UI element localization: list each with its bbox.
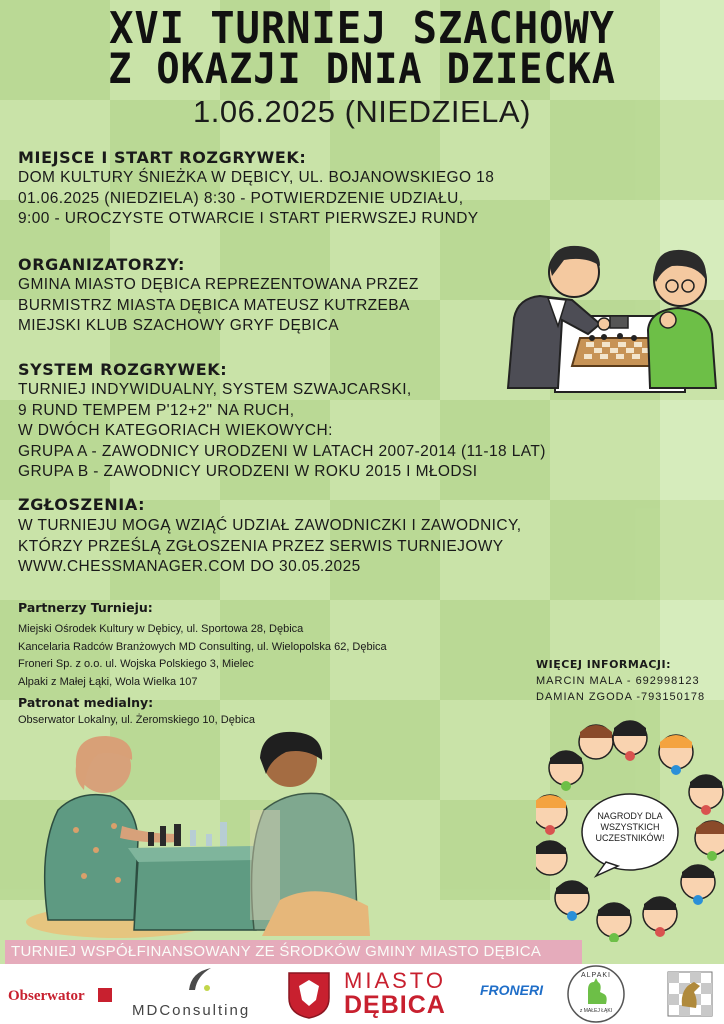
logo-alpaki-top: ALPAKI [581, 972, 611, 979]
organizatorzy-line: MIEJSKI KLUB SZACHOWY GRYF DĘBICA [18, 317, 339, 334]
organizatorzy-line: BURMISTRZ MIASTA DĘBICA MATEUSZ KUTRZEBA [18, 296, 410, 314]
section-organizatorzy-heading: ORGANIZATORZY: [18, 255, 185, 274]
logo-obserwator [8, 988, 85, 1005]
debica-crest-icon [286, 970, 332, 1020]
chess-players-illustration [500, 238, 722, 398]
partnerzy-heading: Partnerzy Turnieju: [18, 600, 153, 615]
event-date: 1.06.2025 (NIEDZIELA) [193, 94, 531, 129]
zgloszenia-line: KTÓRZY PRZEŚLĄ ZGŁOSZENIA PRZEZ SERWIS TURNIEJOWY [18, 537, 504, 555]
system-line: GRUPA A - ZAWODNICY URODZENI W LATACH 2007-2014 (11-18 LAT) [18, 442, 546, 460]
section-info [536, 658, 705, 705]
system-line: 9 RUND TEMPEM P'12+2" NA RUCH, [18, 401, 295, 419]
organizatorzy-line: GMINA MIASTO DĘBICA REPREZENTOWANA PRZEZ [18, 276, 419, 293]
logo-mdconsulting: MDConsulting [132, 1002, 251, 1019]
logo-alpaki-bottom: z MAŁEJ ŁĄKI [579, 1008, 613, 1014]
title-line-1: XVI TURNIEJ SZACHOWY [109, 3, 615, 54]
section-system-heading: SYSTEM ROZGRYWEK: [18, 360, 228, 379]
cofinancing-banner: TURNIEJ WSPÓŁFINANSOWANY ZE ŚRODKÓW GMINY MIASTO DĘBICA [5, 940, 582, 964]
footer-logos [0, 964, 724, 1024]
section-miejsce [18, 148, 494, 230]
prize-bubble-text [586, 811, 674, 844]
section-partnerzy [18, 600, 387, 730]
logo-miasto: MIASTO [344, 968, 446, 993]
section-miejsce-heading: MIEJSCE I START ROZGRYWEK: [18, 148, 307, 167]
zgloszenia-line: WWW.CHESSMANAGER.COM DO 30.05.2025 [18, 558, 361, 575]
info-line: DAMIAN ZGODA -793150178 [536, 691, 706, 703]
patronat-heading: Patronat medialny: [18, 695, 154, 710]
gryf-club-logo-icon [660, 966, 720, 1022]
title-line-2: Z OKAZJI DNIA DZIECKA [108, 44, 616, 93]
partner-line: Alpaki z Małej Łąki, Wola Wielka 107 [18, 675, 198, 688]
mdconsulting-mark-icon [185, 966, 215, 994]
miejsce-line: 01.06.2025 (NIEDZIELA) 8:30 - POTWIERDZENIE UDZIAŁU, [18, 189, 464, 207]
miejsce-line: DOM KULTURY ŚNIEŻKA W DĘBICY, UL. BOJANOWSKIEGO 18 [18, 169, 495, 186]
section-system [18, 360, 546, 483]
info-heading: WIĘCEJ INFORMACJI: [536, 658, 672, 671]
system-line: TURNIEJ INDYWIDUALNY, SYSTEM SZWAJCARSKI, [18, 381, 412, 398]
section-organizatorzy [18, 255, 419, 337]
section-zgloszenia-heading: ZGŁOSZENIA: [18, 495, 146, 514]
zgloszenia-line: W TURNIEJU MOGĄ WZIĄĆ UDZIAŁ ZAWODNICZKI I ZAWODNICY, [18, 517, 522, 534]
patronat-line: Obserwator Lokalny, ul. Żeromskiego 10, Dębica [18, 714, 256, 726]
logo-obserwator-text: Obserwator [8, 988, 85, 1004]
miejsce-line: 9:00 - UROCZYSTE OTWARCIE I START PIERWSZEJ RUNDY [18, 210, 479, 227]
chess-women-illustration [18, 730, 378, 940]
partner-line: Froneri Sp. z o.o. ul. Wojska Polskiego 3, Mielec [18, 658, 254, 670]
prize-line: NAGRODY DLA [597, 811, 663, 821]
logo-froneri: FRONERI [480, 982, 543, 998]
logo-debica: DĘBICA [344, 991, 446, 1019]
info-line: MARCIN MALA - 692998123 [536, 675, 700, 687]
prize-line: UCZESTNIKÓW! [595, 833, 665, 843]
partner-line: Miejski Ośrodek Kultury w Dębicy, ul. Sportowa 28, Dębica [18, 623, 304, 635]
partner-line: Kancelaria Radców Branżowych MD Consulting, ul. Wielopolska 62, Dębica [18, 640, 387, 653]
prize-line: WSZYSTKICH [600, 822, 660, 832]
obserwator-mark-icon [98, 988, 112, 1002]
system-line: GRUPA B - ZAWODNICY URODZENI W ROKU 2015 I MŁODSI [18, 463, 478, 480]
system-line: W DWÓCH KATEGORIACH WIEKOWYCH: [18, 422, 333, 439]
section-zgloszenia [18, 495, 521, 578]
